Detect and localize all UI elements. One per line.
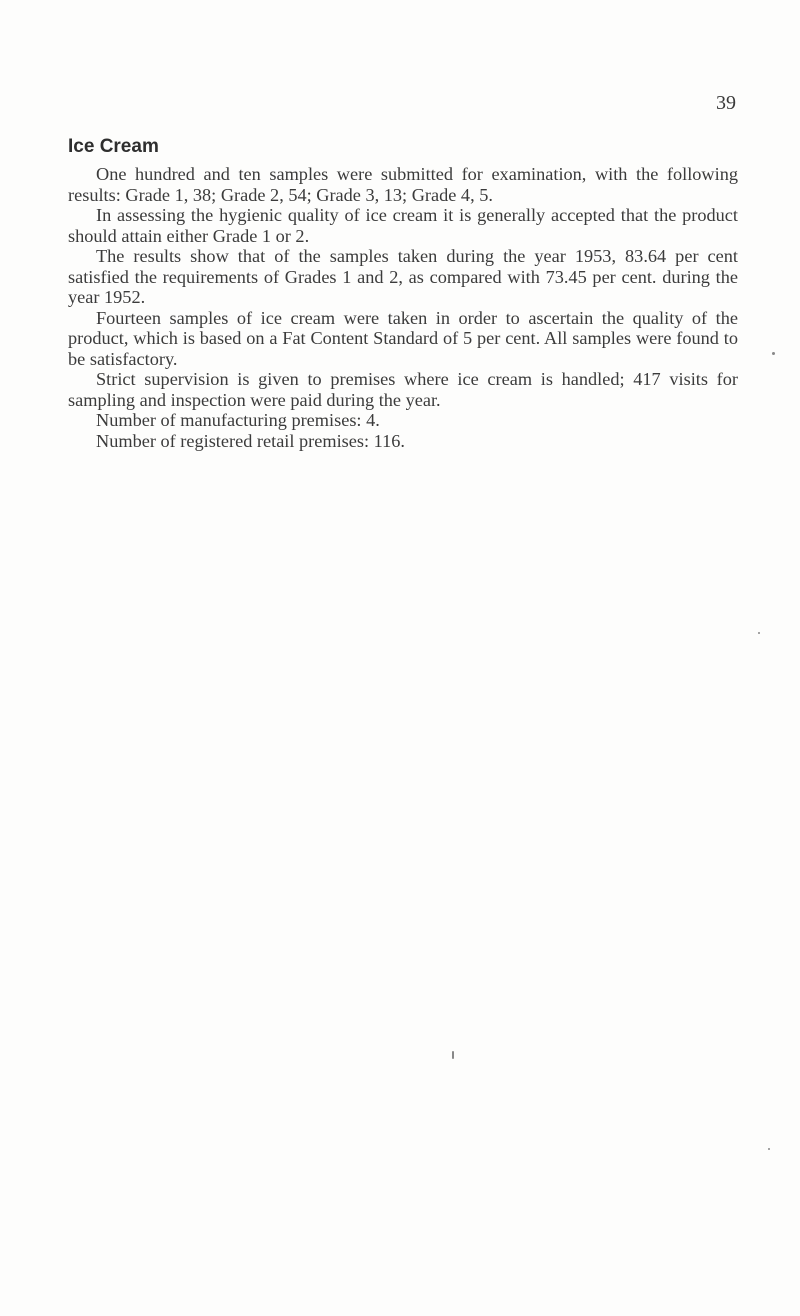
paragraph-manufacturing-premises: Number of manufacturing premises: 4.: [96, 410, 380, 430]
paragraph-retail-premises: Number of registered retail premises: 116.: [96, 430, 405, 451]
scan-speck: [768, 1148, 770, 1150]
paragraph-fat-content: Fourteen samples of ice cream were taken in order to ascertain the quality of the product, which is based on a Fat Content Standard of 5 per cent. All samples were found to be satisfactory.: [68, 307, 738, 369]
scan-speck: [452, 1051, 454, 1059]
paragraph-hygienic-quality: In assessing the hygienic quality of ice cream it is generally accepted that the product should attain either Grade 1 or 2.: [68, 205, 738, 246]
scan-speck: [758, 632, 760, 634]
page-number: 39: [716, 92, 736, 114]
scan-speck: [772, 352, 775, 355]
section-heading: Ice Cream: [68, 136, 159, 157]
paragraph-supervision: Strict supervision is given to premises where ice cream is handled; 417 visits for sampling and inspection were paid during the year.: [68, 369, 738, 410]
section-body: [68, 164, 738, 451]
paragraph-results-comparison: The results show that of the samples taken during the year 1953, 83.64 per cent satisfied the requirements of Grades 1 and 2, as compared with 73.45 per cent. during the year 1952.: [68, 246, 738, 307]
paragraph-samples-results: One hundred and ten samples were submitted for examination, with the following results: Grade 1, 38; Grade 2, 54; Grade 3, 13; Grade 4, 5.: [68, 164, 738, 205]
